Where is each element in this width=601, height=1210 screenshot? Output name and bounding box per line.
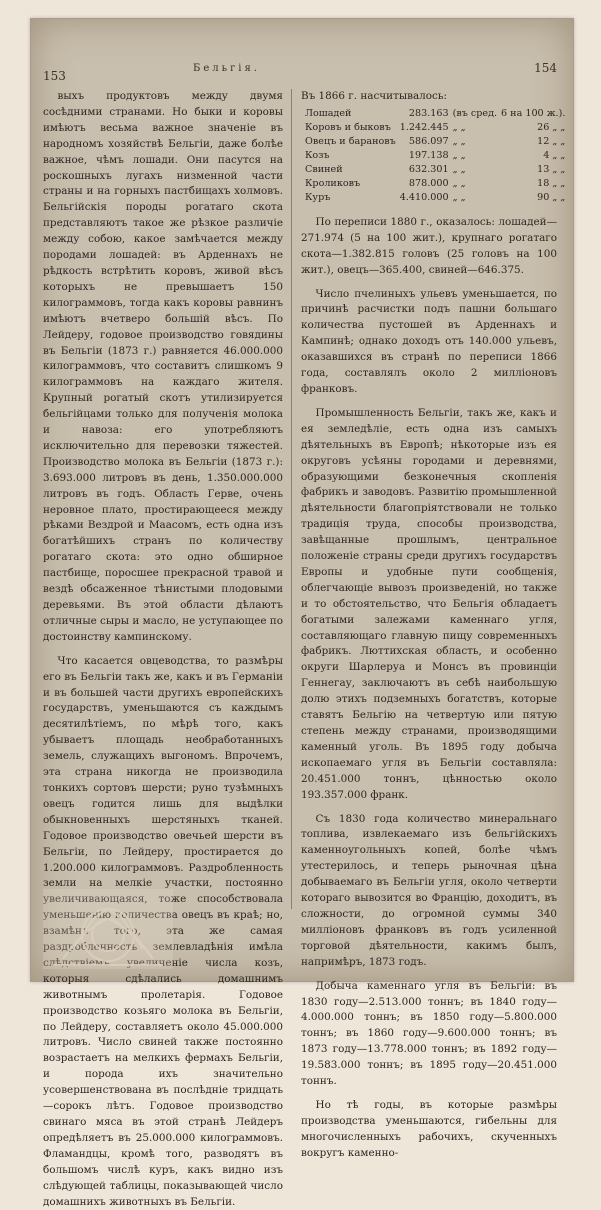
page-number-left: 153: [43, 69, 66, 83]
census-row: [303, 135, 567, 149]
right-paragraph-6: Но тѣ годы, въ которые размѣры производства уменьшаются, гибельны для многочисленныхъ рабочихъ, скученныхъ вокругъ каменно-: [301, 1098, 557, 1159]
census-cell-unit: 13 „ „: [537, 163, 566, 175]
running-title: Бельгія.: [193, 63, 260, 74]
book-page: [43, 57, 566, 1208]
census-cell-unit: 12 „ „: [537, 135, 566, 147]
census-cell-unit: 90 „ „: [537, 191, 566, 203]
census-cell-name: Свиней: [305, 163, 343, 175]
census-title: Въ 1866 г. насчитывалось:: [301, 90, 447, 102]
census-cell-per: „ „: [452, 191, 466, 203]
census-table: [303, 107, 567, 205]
census-cell-count: 632.301: [408, 163, 449, 175]
right-paragraph-1: По переписи 1880 г., оказалось: лошадей—271.974 (5 на 100 жит.), крупнаго рогатаго скота—1.382.815 головъ (25 головъ на 100 жит.), овецъ—365.400, свиней—646.375.: [301, 215, 557, 276]
census-row: [303, 121, 567, 135]
census-row: [303, 191, 567, 205]
census-cell-name: Овецъ и барановъ: [305, 135, 396, 147]
census-cell-per: (въ сред.: [452, 107, 498, 119]
census-cell-name: Кроликовъ: [305, 177, 361, 189]
census-cell-count: 1.242.445: [399, 121, 449, 133]
census-cell-unit: 4 „ „: [543, 149, 566, 161]
census-cell-unit: 6 на 100 ж.).: [501, 107, 566, 119]
page-number-right: 154: [534, 61, 557, 75]
census-cell-per: „ „: [452, 121, 466, 133]
census-cell-name: Лошадей: [305, 107, 352, 119]
census-cell-per: „ „: [452, 177, 466, 189]
right-paragraph-3: Промышленность Бельгіи, такъ же, какъ и ея земледѣліе, есть одна изъ самыхъ дѣятельныхъ въ Европѣ; нѣкоторые изъ ея округовъ усѣяны городами и деревнями, образующими безконечныя скопленія фабрикъ и заводовъ. Развитію промышленной дѣятельности благопріятствовали не только традиція труда, способы производства, завѣщанные прошлымъ, центральное положеніе страны среди другихъ государствъ Европы и удобные пути сообщенія, облегчающіе вывозъ произведеній, но также и то обстоятельство, что Бельгія обладаетъ богатыми залежами каменнаго угля, составляющаго главную пищу современныхъ фабрикъ. Люттихская область, и особенно округи Шарлеруа и Монсъ въ провинціи Геннегау, заключаютъ въ себѣ наибольшую долю этихъ подземныхъ богатствъ, которые ставятъ Бельгію на четвертую или пятую степень между странами, производящими каменный уголь. Въ 1895 году добыча ископаемаго угля въ Бельгіи составляла: 20.451.000 тоннъ, цѣнностью около 193.357.000 франк.: [301, 406, 557, 801]
census-row: [303, 107, 567, 121]
right-paragraph-5: Добыча каменнаго угля въ Бельгіи: въ 1830 году—2.513.000 тоннъ; въ 1840 году—4.000.000 тоннъ; въ 1850 году—5.800.000 тоннъ; въ 1860 году—9.600.000 тоннъ; въ 1873 году—13.778.000 тоннъ; въ 1892 году—19.583.000 тоннъ; въ 1895 году—20.451.000 тоннъ.: [301, 979, 557, 1088]
census-cell-per: „ „: [452, 135, 466, 147]
right-paragraph-4: Съ 1830 года количество минеральнаго топлива, извлекаемаго изъ бельгійскихъ каменноугольныхъ копей, болѣе чѣмъ утестерилось, и теперь рыночная цѣна добываемаго въ Бельгіи угля, около четверти котораго вывозится во Францію, доходитъ, въ сложности, до огромной суммы 340 милліоновъ франковъ въ годъ усиленной торговой дѣятельности, какимъ былъ, напримѣръ, 1873 годъ.: [301, 812, 557, 968]
census-cell-count: 197.138: [408, 149, 449, 161]
left-paragraph-1: выхъ продуктовъ между двумя сосѣдними странами. Но быки и коровы имѣютъ весьма важное значеніе въ народномъ хозяйствѣ Бельгіи, даже болѣе важное, чѣмъ лошади. Они пасутся на роскошныхъ лугахъ низменной части страны и на горныхъ пастбищахъ холмовъ. Бельгійскія породы рогатаго скота представляютъ такое же рѣзкое различіе между собою, какое замѣчается между породами лошадей: въ Арденнахъ не рѣдкость встрѣтить коровъ, живой вѣсъ которыхъ не превышаетъ 150 килограммовъ, тогда какъ коровы равнинъ имѣютъ вчетверо большій вѣсъ. По Лейдеру, годовое производство говядины въ Бельгіи (1873 г.) равняется 46.000.000 килограммовъ, что составитъ слишкомъ 9 килограммовъ на каждаго жителя. Крупный рогатый скотъ утилизируется бельгійцами только для полученія молока и навоза: его употребляютъ исключительно для перевозки тяжестей. Производство молока въ Бельгіи (1873 г.): 3.693.000 литровъ въ день, 1.350.000.000 литровъ въ годъ. Область Гервe, очень неровное плато, простирающееся между рѣками Вездрой и Маасомъ, есть одна изъ богатѣйшихъ странъ по количеству рогатаго скота: это одно обширное пастбище, поросшее прекрасной травой и вездѣ обсаженное тѣнистыми плодовыми деревьями. Въ этой области дѣлаютъ отличные сыры и масло, не уступающее по достоинству кампинскому.: [43, 90, 283, 643]
census-cell-count: 586.097: [408, 135, 449, 147]
census-cell-per: „ „: [452, 163, 466, 175]
left-column: [43, 89, 283, 1210]
census-cell-count: 4.410.000: [399, 191, 449, 203]
census-cell-name: Куръ: [305, 191, 331, 203]
census-cell-unit: 26 „ „: [537, 121, 566, 133]
census-row: [303, 177, 567, 191]
census-cell-count: 283.163: [408, 107, 449, 119]
column-divider: [291, 89, 292, 909]
census-cell-unit: 18 „ „: [537, 177, 566, 189]
page-frame: [30, 18, 574, 1208]
right-column: [301, 89, 566, 1162]
census-row: [303, 149, 567, 163]
census-cell-name: Козъ: [305, 149, 330, 161]
ornamental-emblem-icon: [43, 889, 173, 969]
census-row: [303, 163, 567, 177]
census-cell-count: 878.000: [408, 177, 449, 189]
left-paragraph-2: Что касается овцеводства, то размѣры его въ Бельгіи такъ же, какъ и въ Германіи и въ большей части другихъ европейскихъ государствъ, уменьшаются съ каждымъ десятилѣтіемъ, по мѣрѣ того, какъ убываетъ площадь необработанныхъ земель, служащихъ выгономъ. Впрочемъ, эта страна никогда не производила тонкихъ сортовъ шерсти; руно тузѣмныхъ овецъ годится лишь для выдѣлки обыкновенныхъ шерстяныхъ тканей. Годовое производство овечьей шерсти въ Бельгіи, по Лейдеру, простирается до 1.200.000 килограммовъ. Раздробленность земли на мелкіе участки, постоянно увеличивающаяся, тоже способствовала уменьшенію количества овецъ въ краѣ; но, взамѣнъ того, эта же самая раздробленность землевладѣнія имѣла слѣдствіемъ увеличеніе числа козъ, которыя сдѣлались домашнимъ животнымъ пролетарія. Годовое производство козьяго молока въ Бельгіи, по Лейдеру, составляетъ около 45.000.000 литровъ. Число свиней также постоянно возрастаетъ на мелкихъ фермахъ Бельгіи, и порода ихъ значительно усовершенствована въ послѣдніе тридцать—сорокъ лѣтъ. Годовое производство свинаго мяса въ этой странѣ Лейдеръ опредѣляетъ въ 25.000.000 килограммовъ. Фламандцы, кромѣ того, разводятъ въ большомъ числѣ куръ, какъ видно изъ слѣдующей таблицы, показывающей число домашнихъ животныхъ въ Бельгіи.: [43, 654, 283, 1208]
right-paragraph-2: Число пчелиныхъ ульевъ уменьшается, по причинѣ расчистки подъ пашни большаго количества пустошей въ Арденнахъ и Кампинѣ; однако доходъ отъ 140.000 ульевъ, оказавшихся въ странѣ по переписи 1866 года, составлялъ около 2 милліоновъ франковъ.: [301, 287, 557, 395]
census-cell-name: Коровъ и быковъ: [305, 121, 391, 133]
census-cell-per: „ „: [452, 149, 466, 161]
